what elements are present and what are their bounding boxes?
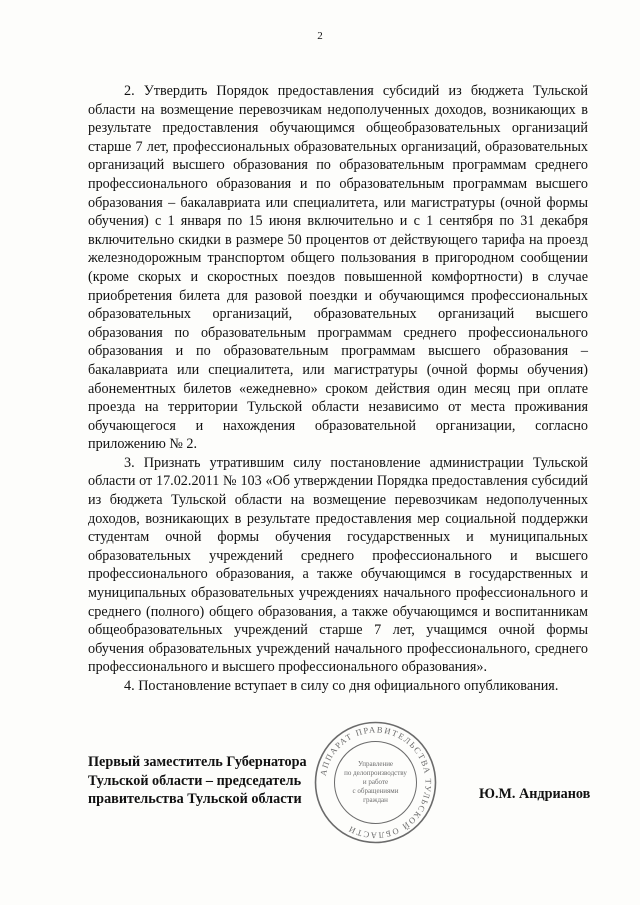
stamp-ring-text: АППАРАТ ПРАВИТЕЛЬСТВА ТУЛЬСКОЙ ОБЛАСТИ [317,724,434,841]
stamp-center-text: по делопроизводству [344,769,407,777]
paragraph-2: 2. Утвердить Порядок предоставления субсидий из бюджета Тульской области на возмещение перевозчикам недополученных доходов, возникающих в результате предоставления обучающимся общеобразовательных организаций старше 7 лет, профессиональных образовательных организаций, образовательных организаций высшего образования по образовательным программам среднего профессионального образования и по образовательным программам высшего образования – бакалавриата или специалитета, или магистратуры (очной формы обучения) с 1 января по 15 июня включительно и с 1 сентября по 31 декабря включительно скидки в размере 50 процентов от действующего тарифа на проезд железнодорожным транспортом общего пользования в пригородном сообщении (кроме скорых и скоростных поездов повышенной комфортности) в случае приобретения билета для разовой поездки и обучающимся профессиональных образовательных организаций, образовательных организаций высшего образования по образовательным программам среднего профессионального образования и по образовательным программам высшего образования – бакалавриата или специалитета, или магистратуры (очной формы обучения) абонементных билетов «ежедневно» сроком действия один месяц при оплате проезда на территории Тульской области независимо от места проживания обучающегося и нахождения образовательной организации, согласно приложению № 2. [88,83,588,453]
page-number: 2 [317,30,323,42]
official-stamp [313,720,438,845]
signatory-name: Ю.М. Андрианов [479,786,591,802]
position-line: Первый заместитель Губернатора [88,754,307,770]
stamp-center-text: граждан [363,796,388,804]
paragraph-4: 4. Постановление вступает в силу со дня официального опубликования. [124,678,559,694]
position-line: правительства Тульской области [88,791,302,808]
stamp-center-text: с обращениями [352,787,399,795]
paragraph-3: 3. Признать утратившим силу постановление администрации Тульской области от 17.02.2011 № 103 «Об утверждении Порядка предоставления субсидий из бюджета Тульской области на возмещение перевозчикам недополученных доходов, возникающих в результате предоставления мер социальной поддержки студентам очной формы обучения государственных и муниципальных образовательных учреждений среднего профессионального и высшего профессионального образования, а также обучающимся в государственных и муниципальных образовательных учреждениях начального профессионального и среднего (полного) общего образования, а также обучающимся и воспитанникам общеобразовательных учреждений старше 7 лет, учащимся очной формы обучения образовательных учреждений начального профессионального, среднего профессионального и высшего профессионального образования». [88,454,588,676]
document-body [88,82,588,696]
signatory-position [88,753,307,809]
position-line: Тульской области – председатель [88,772,302,789]
stamp-center-text: Управление [357,760,394,768]
stamp-center-text: и работе [362,778,389,786]
